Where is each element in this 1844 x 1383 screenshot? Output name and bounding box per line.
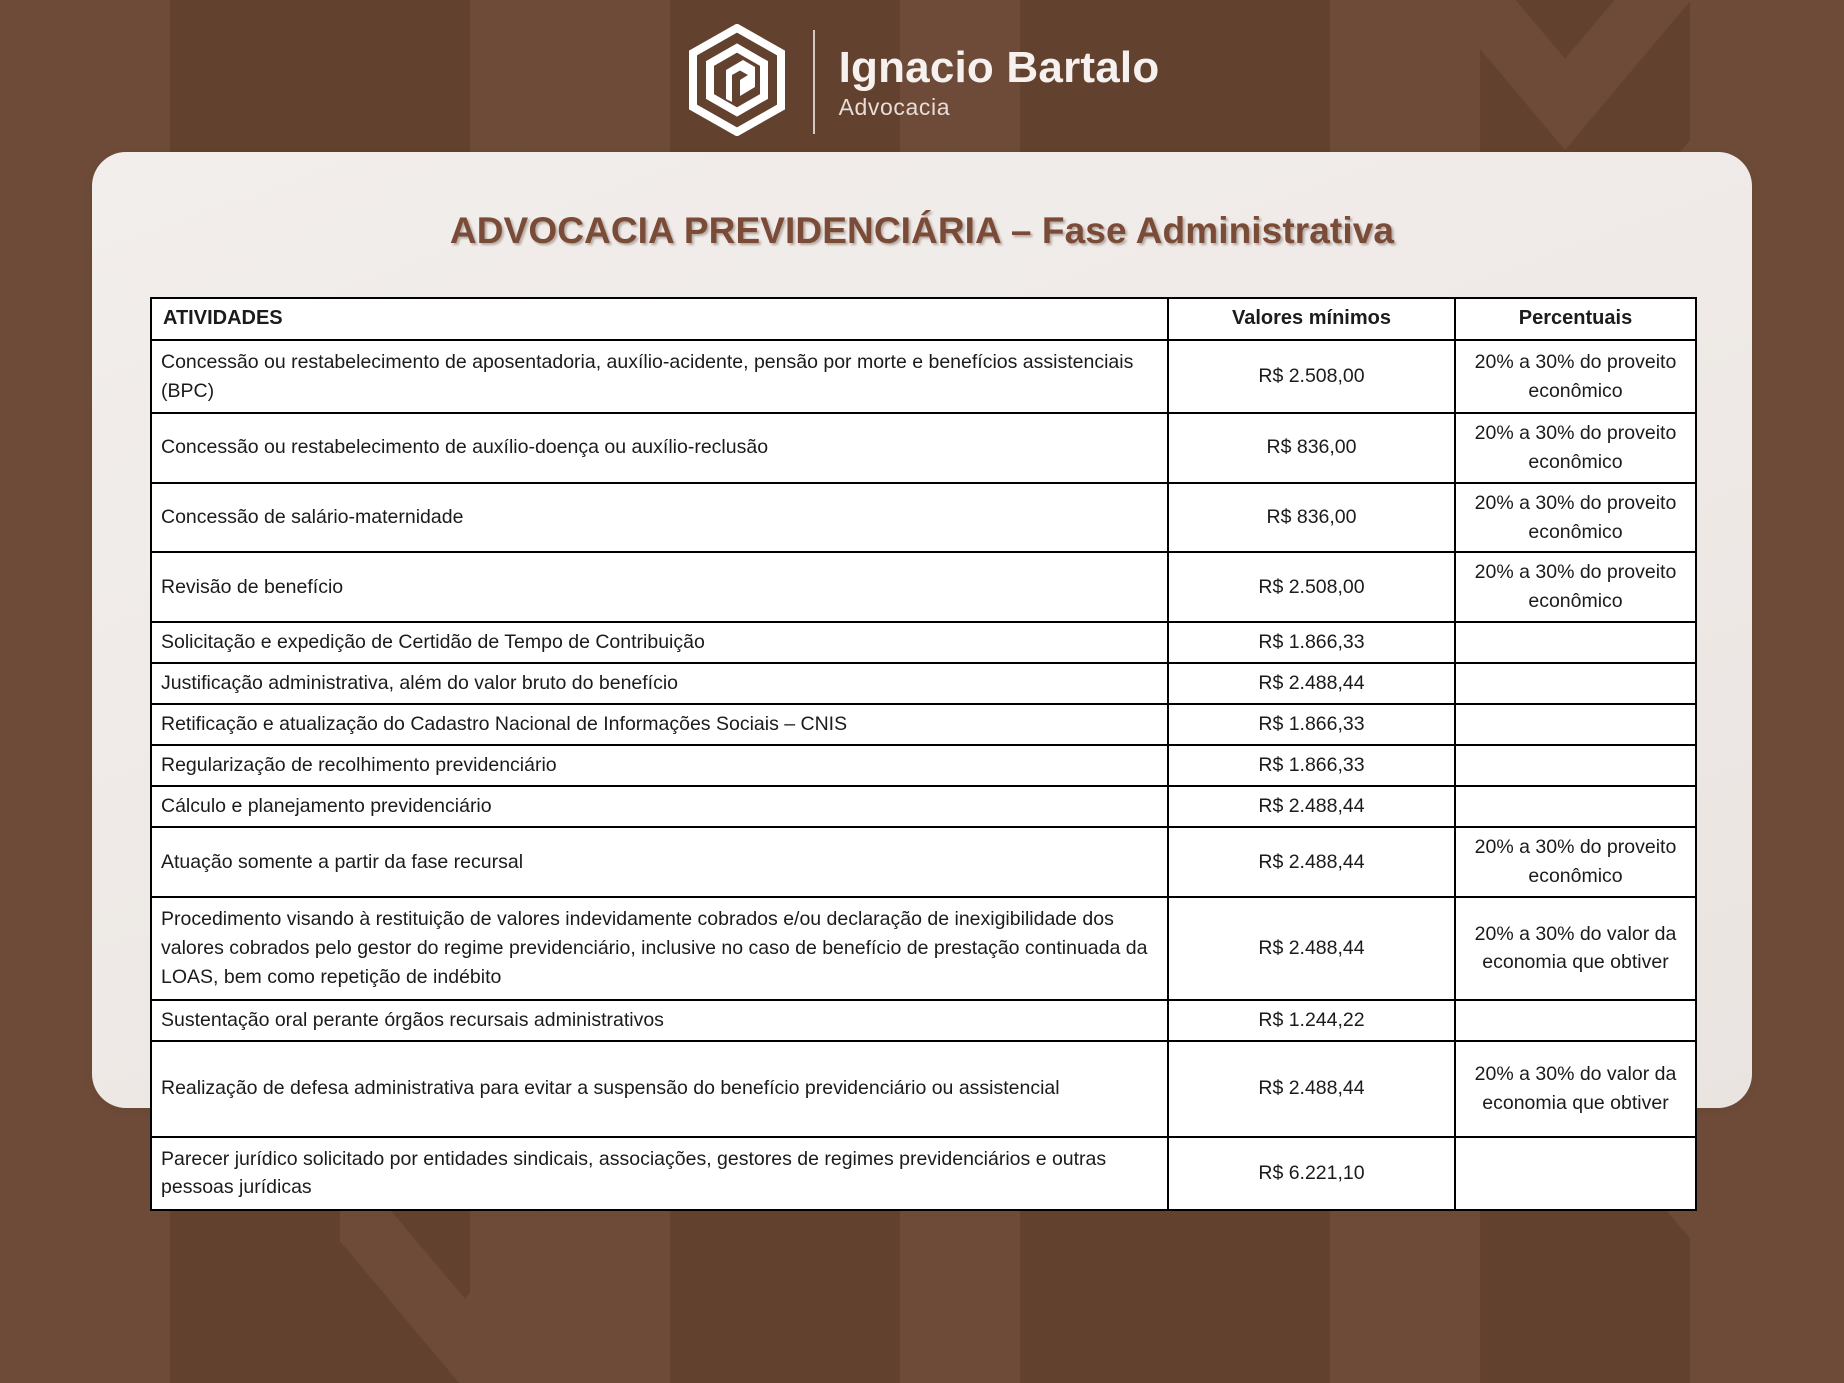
cell-activity: Atuação somente a partir da fase recursal <box>151 827 1168 897</box>
brand-name: Ignacio Bartalo <box>838 42 1160 92</box>
content-card <box>92 152 1752 1199</box>
column-header-activities: ATIVIDADES <box>151 298 1168 340</box>
cell-minimum-value: R$ 2.488,44 <box>1168 897 1455 1000</box>
cell-activity: Procedimento visando à restituição de valores indevidamente cobrados e/ou declaração de inexigibilidade dos valores cobrados pelo gestor do regime previdenciário, inclusive no caso de benefício de prestação continuada da LOAS, bem como repetição de indébito <box>151 897 1168 1000</box>
cell-activity: Concessão ou restabelecimento de aposentadoria, auxílio-acidente, pensão por morte e benefícios assistenciais (BPC) <box>151 340 1168 413</box>
cell-percentage: 20% a 30% do proveito econômico <box>1455 413 1696 483</box>
cell-percentage <box>1455 786 1696 827</box>
table-row <box>151 827 1696 897</box>
table-row <box>151 622 1696 663</box>
cell-activity: Concessão de salário-maternidade <box>151 483 1168 553</box>
cell-percentage: 20% a 30% do valor da economia que obtiver <box>1455 897 1696 1000</box>
cell-activity: Retificação e atualização do Cadastro Nacional de Informações Sociais – CNIS <box>151 704 1168 745</box>
cell-percentage <box>1455 1000 1696 1041</box>
table-row <box>151 704 1696 745</box>
cell-minimum-value: R$ 2.488,44 <box>1168 1041 1455 1137</box>
table-row <box>151 413 1696 483</box>
cell-minimum-value: R$ 2.488,44 <box>1168 663 1455 704</box>
cell-activity: Regularização de recolhimento previdenciário <box>151 745 1168 786</box>
table-row <box>151 1041 1696 1137</box>
table-row <box>151 552 1696 622</box>
table-row <box>151 483 1696 553</box>
brand-header <box>0 22 1844 142</box>
cell-percentage: 20% a 30% do proveito econômico <box>1455 340 1696 413</box>
table-row <box>151 745 1696 786</box>
cell-percentage: 20% a 30% do proveito econômico <box>1455 827 1696 897</box>
cell-minimum-value: R$ 1.244,22 <box>1168 1000 1455 1041</box>
cell-percentage: 20% a 30% do valor da economia que obtiver <box>1455 1041 1696 1137</box>
cell-percentage: 20% a 30% do proveito econômico <box>1455 483 1696 553</box>
cell-minimum-value: R$ 2.508,00 <box>1168 552 1455 622</box>
cell-activity: Realização de defesa administrativa para evitar a suspensão do benefício previdenciário ou assistencial <box>151 1041 1168 1137</box>
cell-minimum-value: R$ 2.488,44 <box>1168 786 1455 827</box>
table-row <box>151 1137 1696 1210</box>
cell-percentage: 20% a 30% do proveito econômico <box>1455 552 1696 622</box>
cell-percentage <box>1455 704 1696 745</box>
brand-divider <box>813 30 815 134</box>
cell-minimum-value: R$ 1.866,33 <box>1168 704 1455 745</box>
cell-activity: Concessão ou restabelecimento de auxílio-doença ou auxílio-reclusão <box>151 413 1168 483</box>
cell-percentage <box>1455 1137 1696 1210</box>
page-title: ADVOCACIA PREVIDENCIÁRIA – Fase Administrativa <box>449 210 1395 251</box>
table-row <box>151 1000 1696 1041</box>
nested-hexagon-logo-icon <box>685 24 789 141</box>
table-row <box>151 663 1696 704</box>
cell-activity: Cálculo e planejamento previdenciário <box>151 786 1168 827</box>
cell-minimum-value: R$ 836,00 <box>1168 413 1455 483</box>
cell-minimum-value: R$ 2.508,00 <box>1168 340 1455 413</box>
table-header-row <box>151 298 1696 340</box>
cell-minimum-value: R$ 6.221,10 <box>1168 1137 1455 1210</box>
cell-percentage <box>1455 663 1696 704</box>
cell-minimum-value: R$ 2.488,44 <box>1168 827 1455 897</box>
cell-activity: Solicitação e expedição de Certidão de Tempo de Contribuição <box>151 622 1168 663</box>
cell-activity: Parecer jurídico solicitado por entidades sindicais, associações, gestores de regimes previdenciários e outras pessoas jurídicas <box>151 1137 1168 1210</box>
cell-activity: Revisão de benefício <box>151 552 1168 622</box>
column-header-minimum-values: Valores mínimos <box>1168 298 1455 340</box>
cell-activity: Sustentação oral perante órgãos recursais administrativos <box>151 1000 1168 1041</box>
cell-minimum-value: R$ 1.866,33 <box>1168 622 1455 663</box>
cell-minimum-value: R$ 836,00 <box>1168 483 1455 553</box>
cell-percentage <box>1455 622 1696 663</box>
fee-schedule-table <box>150 297 1697 1211</box>
table-body <box>151 340 1696 1210</box>
table-row <box>151 786 1696 827</box>
column-header-percentages: Percentuais <box>1455 298 1696 340</box>
cell-percentage <box>1455 745 1696 786</box>
brand-tagline: Advocacia <box>838 94 951 121</box>
cell-activity: Justificação administrativa, além do valor bruto do benefício <box>151 663 1168 704</box>
table-row <box>151 897 1696 1000</box>
cell-minimum-value: R$ 1.866,33 <box>1168 745 1455 786</box>
table-row <box>151 340 1696 413</box>
